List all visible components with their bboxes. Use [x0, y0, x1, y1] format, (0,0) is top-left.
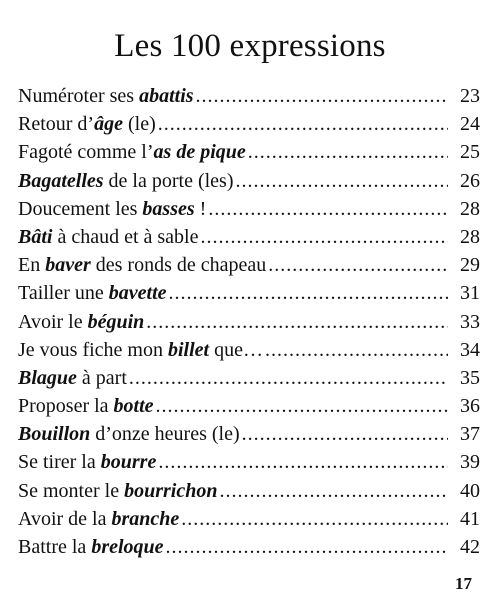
toc-entry-label: Avoir le béguin	[18, 310, 145, 333]
toc-keyword: baver	[45, 254, 91, 277]
toc-keyword: botte	[113, 395, 154, 418]
toc-keyword: abattis	[139, 85, 194, 107]
dot-leader	[158, 110, 448, 138]
toc-page-number: 24	[460, 113, 480, 136]
toc-keyword: basses	[142, 197, 195, 220]
toc-keyword: as de pique	[153, 141, 246, 164]
toc-entry	[18, 82, 484, 110]
toc-entry-label: Battre la breloque	[18, 536, 164, 558]
toc-page-number: 23	[460, 85, 480, 107]
dot-leader	[201, 223, 449, 251]
toc-entry	[18, 392, 484, 420]
toc-entry	[18, 251, 484, 279]
toc-entry-label: Numéroter ses abattis	[18, 85, 194, 107]
toc-page-number: 28	[460, 197, 480, 220]
toc-page-number: 41	[460, 507, 480, 530]
dot-leader	[196, 82, 448, 110]
dot-leader	[248, 138, 448, 166]
toc-page-number: 25	[460, 141, 480, 164]
toc-keyword: bourrichon	[124, 479, 218, 502]
toc-entry-label: Bouillon d’onze heures (le)	[18, 423, 240, 446]
toc-keyword: Bagatelles	[18, 169, 104, 192]
page-title: Les 100 expressions	[114, 28, 386, 65]
toc-keyword: Blague	[18, 366, 77, 389]
toc-entry-label: Se tirer la bourre	[18, 451, 157, 474]
toc-entry	[18, 533, 484, 561]
toc-keyword: bavette	[108, 282, 167, 305]
toc-entry-label: Bâti à chaud et à sable	[18, 225, 199, 248]
dot-leader	[169, 279, 448, 307]
toc-page-number: 36	[460, 395, 480, 418]
toc-entry-label: Fagoté comme l’as de pique	[18, 141, 246, 164]
toc-keyword: branche	[111, 507, 180, 530]
toc-entry-label: Je vous fiche mon billet que…	[18, 338, 263, 361]
toc-entry-label: Proposer la botte	[18, 395, 154, 418]
toc-page-number: 40	[460, 479, 480, 502]
table-of-contents	[18, 82, 484, 561]
dot-leader	[181, 505, 448, 533]
toc-entry-label: Avoir de la branche	[18, 507, 180, 530]
toc-keyword: breloque	[91, 536, 164, 558]
toc-entry	[18, 448, 484, 476]
toc-entry	[18, 167, 484, 195]
toc-page-number: 31	[460, 282, 480, 305]
toc-page-number: 39	[460, 451, 480, 474]
toc-entry	[18, 279, 484, 307]
toc-entry-label: Bagatelles de la porte (les)	[18, 169, 234, 192]
toc-entry	[18, 420, 484, 448]
toc-page-number: 26	[460, 169, 480, 192]
toc-entry	[18, 138, 484, 166]
dot-leader	[158, 448, 448, 476]
toc-page-number: 37	[460, 423, 480, 446]
dot-leader	[265, 336, 448, 364]
toc-keyword: bourre	[100, 451, 157, 474]
toc-page-number: 42	[460, 536, 480, 558]
toc-entry-label: Blague à part	[18, 366, 127, 389]
toc-entry	[18, 223, 484, 251]
toc-entry	[18, 110, 484, 138]
dot-leader	[236, 167, 449, 195]
dot-leader	[208, 195, 448, 223]
toc-keyword: béguin	[87, 310, 145, 333]
toc-page-number: 34	[460, 338, 480, 361]
dot-leader	[219, 477, 448, 505]
toc-keyword: Bouillon	[18, 423, 91, 446]
toc-entry	[18, 195, 484, 223]
toc-entry	[18, 308, 484, 336]
toc-page-number: 29	[460, 254, 480, 277]
toc-page-number: 35	[460, 366, 480, 389]
toc-entry-label: Se monter le bourrichon	[18, 479, 218, 502]
dot-leader	[146, 308, 448, 336]
toc-entry	[18, 364, 484, 392]
dot-leader	[129, 364, 448, 392]
toc-entry-label: En baver des ronds de chapeau	[18, 254, 267, 277]
toc-keyword: âge	[94, 113, 123, 136]
toc-page-number: 28	[460, 225, 480, 248]
dot-leader	[268, 251, 448, 279]
dot-leader	[166, 533, 448, 561]
toc-entry-label: Tailler une bavette	[18, 282, 167, 305]
dot-leader	[242, 420, 448, 448]
toc-page-number: 33	[460, 310, 480, 333]
toc-keyword: billet	[167, 338, 210, 361]
folio-page-number: 17	[455, 574, 472, 593]
toc-entry	[18, 477, 484, 505]
toc-entry-label: Retour d’âge (le)	[18, 113, 156, 136]
toc-entry	[18, 336, 484, 364]
toc-entry-label: Doucement les basses !	[18, 197, 207, 220]
toc-keyword: Bâti	[18, 225, 53, 248]
dot-leader	[156, 392, 448, 420]
toc-entry	[18, 505, 484, 533]
